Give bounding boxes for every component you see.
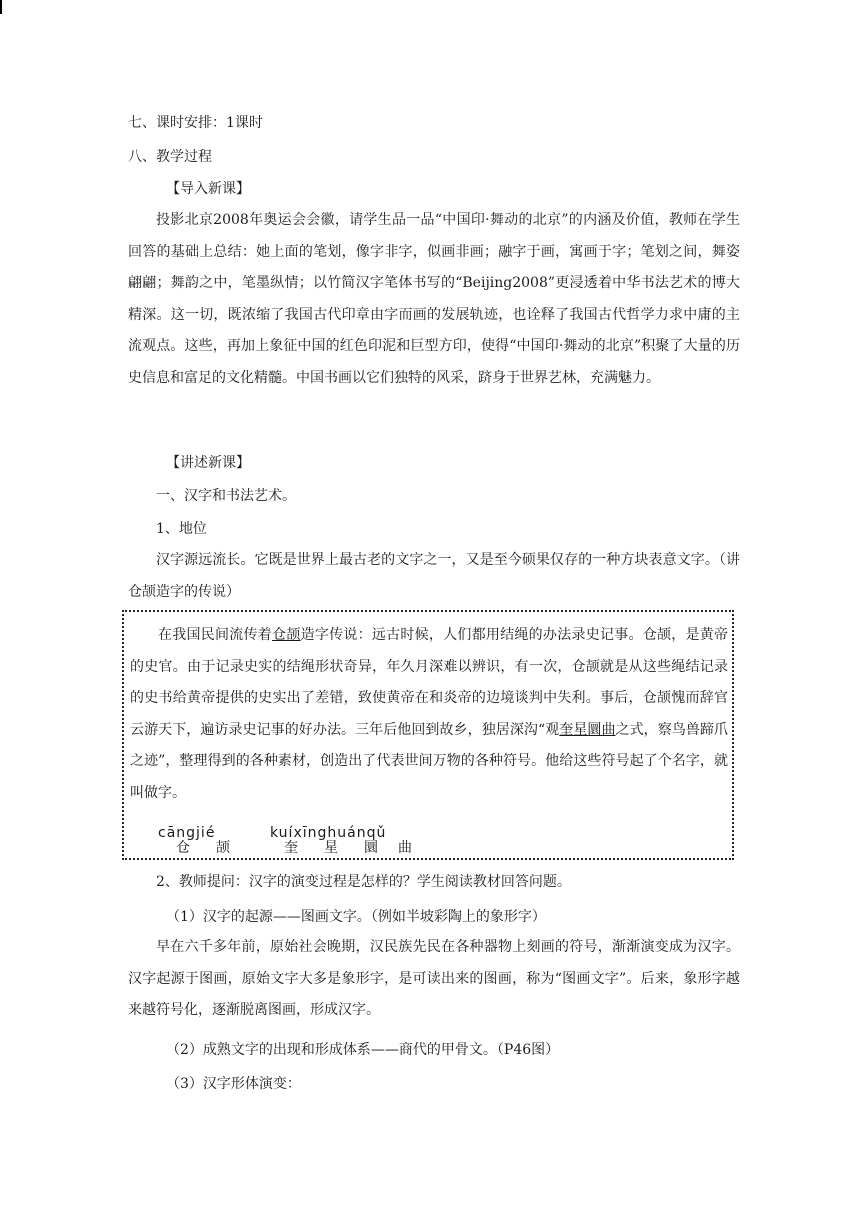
sub1-title: 1、地位 [156,521,207,537]
question-2: 2、教师提问：汉字的演变过程是怎样的？学生阅读教材回答问题。 [156,874,571,890]
sub1-paragraph: 汉字源远流长。它既是世界上最古老的文字之一，又是至今硕果仅存的一种方块表意文字。（讲仓颉造字的传说） [128,552,740,600]
underlined-cangjie: 仓颉 [272,627,301,643]
pinyin-cangjie: cāngjié [158,825,216,841]
lecture-heading: 【讲述新课】 [166,455,250,471]
point1-paragraph: 早在六千多年前，原始社会晚期，汉民族先民在各种器物上刻画的符号，渐渐演变成为汉字。汉字起源于图画，原始文字大多是象形字，是可读出来的图画，称为“图画文字”。后来，象形字越来越符号化，逐渐脱离图画，形成汉字。 [128,939,740,1019]
story-text-b: 造字传说：远古时候，人们都用结绳的办法录史记事。仓颉，是黄帝的史官。由于记录史实的结绳形状奇异，年久月深难以辨识，有一次，仓颉就是从这些绳结记录的史书给黄帝提供的史实出了差错，致使黄帝在和炎帝的边境谈判中失利。事后，仓颉愧而辞官云游天下，遍访录史记事的好办法。三年后他回到故乡，独居深沟“观 [130,627,729,738]
hanzi-xing: 星 [324,840,338,856]
pinyin-kuixinghuanqu: kuíxīnghuánqǔ [270,825,387,841]
hanzi-huan: 圜 [364,840,378,856]
point3-title: （3）汉字形体演变： [166,1076,301,1092]
intro-heading: 【导入新课】 [166,181,250,197]
point1-title: （1）汉字的起源——图画文字。（例如半坡彩陶上的象形字） [166,909,546,925]
part1-title: 一、汉字和书法艺术。 [156,488,296,504]
hanzi-jie: 颉 [216,840,230,856]
section-process: 八、教学过程 [128,149,212,165]
story-text-a: 在我国民间流传着 [158,627,273,643]
section-schedule: 七、课时安排：1课时 [128,115,263,131]
page-corner-mark [0,0,2,14]
story-paragraph [130,620,728,809]
story-text-c: 之式，察鸟兽蹄爪之迹”，整理得到的各种素材，创造出了代表世间万物的各种符号。他给这些符号起了个名字，就叫做字。 [130,721,729,801]
hanzi-qu: 曲 [398,840,412,856]
point2-title: （2）成熟文字的出现和形成体系——商代的甲骨文。（P46图） [166,1042,560,1058]
intro-paragraph: 投影北京2008年奥运会会徽，请学生品一品“中国印·舞动的北京”的内涵及价值，教师在学生回答的基础上总结：她上面的笔划，像字非字，似画非画；融字于画，寓画于字；笔划之间，舞姿翩翩；舞韵之中，笔墨纵情；以竹简汉字笔体书写的“Beijing2008”更浸透着中华书法艺术的博大精深。这一切，既浓缩了我国古代印章由字而画的发展轨迹，也诠释了我国古代哲学力求中庸的主流观点。这些，再加上象征中国的红色印泥和巨型方印，使得“中国印·舞动的北京”积聚了大量的历史信息和富足的文化精髓。中国书画以它们独特的风采，跻身于世界艺林，充满魅力。 [128,212,740,386]
hanzi-kui: 奎 [284,840,298,856]
hanzi-cang: 仓 [176,840,190,856]
cangjie-story-box [122,610,734,860]
underlined-kuixing: 奎星圜曲 [559,721,616,738]
